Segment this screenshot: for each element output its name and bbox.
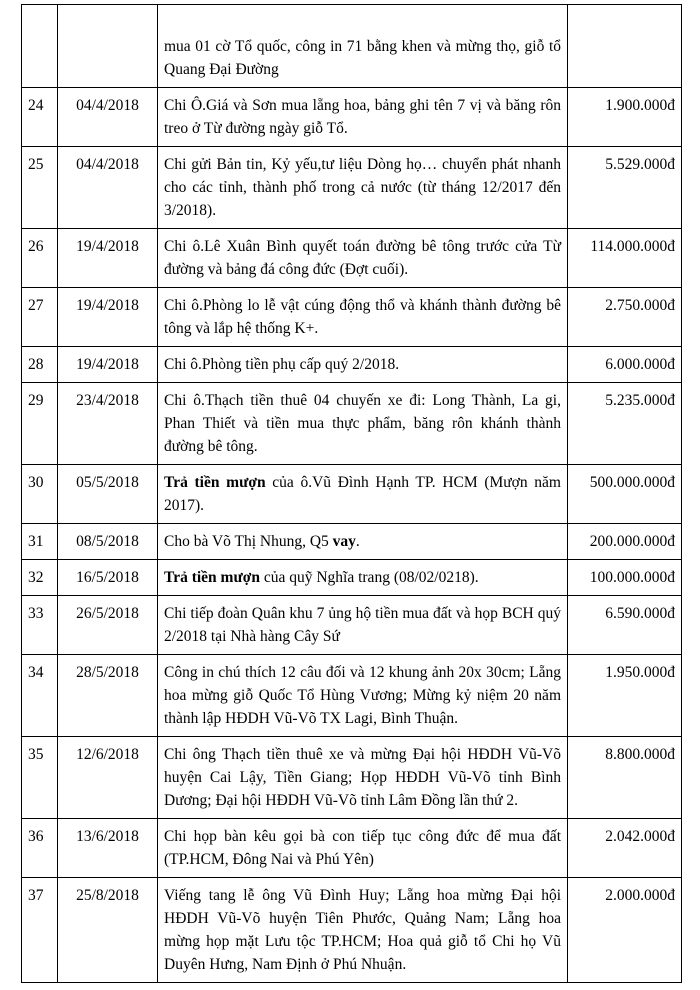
row-number: 29 bbox=[22, 383, 58, 465]
row-description bbox=[158, 288, 568, 347]
row-amount: 200.000.000đ bbox=[568, 524, 682, 560]
expense-table-body bbox=[22, 5, 682, 983]
row-number: 32 bbox=[22, 560, 58, 596]
description-text: Chi ô.Thạch tiền thuê 04 chuyến xe đi: Long Thành, La gi, Phan Thiết và tiền mua thực phẩm, băng rôn khánh thành đường bê tông. bbox=[164, 392, 561, 455]
description-text: Viếng tang lễ ông Vũ Đình Huy; Lẵng hoa mừng Đại hội HĐDH Vũ-Võ huyện Tiên Phước, Quảng Nam; Lẵng hoa mừng họp mặt Lưu tộc TP.HCM; Hoa quả giỗ tổ Chi họ Vũ Duyên Hưng, Nam Định ở Phú Nhuận. bbox=[164, 887, 561, 973]
row-number: 26 bbox=[22, 229, 58, 288]
row-number: 28 bbox=[22, 347, 58, 383]
description-text: Chi Ô.Giá và Sơn mua lẵng hoa, bảng ghi tên 7 vị và băng rôn treo ở Từ đường ngày giỗ Tổ. bbox=[164, 97, 561, 137]
description-text: mua 01 cờ Tổ quốc, công in 71 bằng khen và mừng thọ, giỗ tổ Quang Đại Đường bbox=[164, 38, 561, 78]
description-text: Chi gửi Bản tin, Kỷ yếu,tư liệu Dòng họ… chuyển phát nhanh cho các tỉnh, thành phố trong cả nước (từ tháng 12/2017 đến 3/2018). bbox=[164, 156, 561, 219]
row-number: 27 bbox=[22, 288, 58, 347]
row-amount: 2.750.000đ bbox=[568, 288, 682, 347]
table-row bbox=[22, 737, 682, 819]
row-number: 30 bbox=[22, 465, 58, 524]
description-text: Chi họp bàn kêu gọi bà con tiếp tục công đức để mua đất (TP.HCM, Đông Nai và Phú Yên) bbox=[164, 828, 561, 868]
table-row bbox=[22, 560, 682, 596]
row-description bbox=[158, 819, 568, 878]
table-row bbox=[22, 5, 682, 88]
row-date: 19/4/2018 bbox=[58, 288, 158, 347]
table-row bbox=[22, 655, 682, 737]
row-number: 34 bbox=[22, 655, 58, 737]
row-amount: 5.235.000đ bbox=[568, 383, 682, 465]
row-date: 19/4/2018 bbox=[58, 229, 158, 288]
row-date: 08/5/2018 bbox=[58, 524, 158, 560]
row-date: 26/5/2018 bbox=[58, 596, 158, 655]
table-row bbox=[22, 878, 682, 983]
row-description bbox=[158, 229, 568, 288]
description-text: Chi ô.Phòng lo lễ vật cúng động thổ và khánh thành đường bê tông và lắp hệ thống K+. bbox=[164, 297, 561, 337]
row-amount: 500.000.000đ bbox=[568, 465, 682, 524]
row-number: 35 bbox=[22, 737, 58, 819]
description-text: . bbox=[355, 533, 360, 550]
description-emphasis: Trả tiền mượn bbox=[164, 474, 266, 491]
row-description bbox=[158, 5, 568, 88]
row-description bbox=[158, 347, 568, 383]
table-row bbox=[22, 465, 682, 524]
row-description bbox=[158, 383, 568, 465]
description-text: Chi ông Thạch tiền thuê xe và mừng Đại hội HĐDH Vũ-Võ huyện Cai Lậy, Tiền Giang; Họp HĐDH Vũ-Võ tỉnh Bình Dương; Đại hội HĐDH Vũ-Võ tỉnh Lâm Đồng lần thứ 2. bbox=[164, 746, 561, 809]
row-date: 25/8/2018 bbox=[58, 878, 158, 983]
row-amount: 1.950.000đ bbox=[568, 655, 682, 737]
row-amount: 1.900.000đ bbox=[568, 88, 682, 147]
row-amount: 6.000.000đ bbox=[568, 347, 682, 383]
row-date: 23/4/2018 bbox=[58, 383, 158, 465]
row-description bbox=[158, 596, 568, 655]
description-text: Chi tiếp đoàn Quân khu 7 ủng hộ tiền mua đất và họp BCH quý 2/2018 tại Nhà hàng Cây Sứ bbox=[164, 605, 561, 645]
row-number: 24 bbox=[22, 88, 58, 147]
row-date: 04/4/2018 bbox=[58, 88, 158, 147]
row-number: 31 bbox=[22, 524, 58, 560]
row-date: 05/5/2018 bbox=[58, 465, 158, 524]
row-amount: 114.000.000đ bbox=[568, 229, 682, 288]
row-date: 16/5/2018 bbox=[58, 560, 158, 596]
row-description bbox=[158, 465, 568, 524]
row-date: 19/4/2018 bbox=[58, 347, 158, 383]
row-date: 28/5/2018 bbox=[58, 655, 158, 737]
row-amount: 8.800.000đ bbox=[568, 737, 682, 819]
description-text: của quỹ Nghĩa trang (08/02/0218). bbox=[259, 569, 479, 586]
row-amount: 2.042.000đ bbox=[568, 819, 682, 878]
row-amount: 100.000.000đ bbox=[568, 560, 682, 596]
row-description bbox=[158, 524, 568, 560]
row-description bbox=[158, 88, 568, 147]
row-number: 37 bbox=[22, 878, 58, 983]
table-row bbox=[22, 288, 682, 347]
description-emphasis: vay bbox=[332, 533, 356, 550]
table-row bbox=[22, 524, 682, 560]
description-text: của ô.Vũ Đình Hạnh TP. HCM (Mượn năm 2017). bbox=[164, 474, 561, 514]
row-number: 36 bbox=[22, 819, 58, 878]
description-text: Cho bà Võ Thị Nhung, Q5 bbox=[164, 533, 333, 550]
table-row bbox=[22, 347, 682, 383]
row-date: 13/6/2018 bbox=[58, 819, 158, 878]
description-text: Chi ô.Lê Xuân Bình quyết toán đường bê tông trước cửa Từ đường và bảng đá công đức (Đợt cuối). bbox=[164, 238, 561, 278]
table-row bbox=[22, 147, 682, 229]
row-description bbox=[158, 655, 568, 737]
row-amount: 2.000.000đ bbox=[568, 878, 682, 983]
table-row bbox=[22, 819, 682, 878]
row-number: 33 bbox=[22, 596, 58, 655]
row-number: 25 bbox=[22, 147, 58, 229]
row-description bbox=[158, 737, 568, 819]
description-emphasis: Trả tiền mượn bbox=[164, 569, 260, 586]
row-description bbox=[158, 560, 568, 596]
row-amount bbox=[568, 5, 682, 88]
row-date: 12/6/2018 bbox=[58, 737, 158, 819]
row-description bbox=[158, 147, 568, 229]
description-text: Chi ô.Phòng tiền phụ cấp quý 2/2018. bbox=[164, 356, 400, 373]
table-row bbox=[22, 88, 682, 147]
table-row bbox=[22, 383, 682, 465]
description-text: Công in chú thích 12 câu đối và 12 khung ảnh 20x 30cm; Lẵng hoa mừng giỗ Quốc Tổ Hùng Vương; Mừng kỷ niệm 20 năm thành lập HĐDH Vũ-Võ TX Lagi, Bình Thuận. bbox=[164, 664, 561, 727]
row-date bbox=[58, 5, 158, 88]
table-row bbox=[22, 229, 682, 288]
table-row bbox=[22, 596, 682, 655]
row-description bbox=[158, 878, 568, 983]
expense-table bbox=[21, 4, 682, 983]
row-amount: 5.529.000đ bbox=[568, 147, 682, 229]
row-date: 04/4/2018 bbox=[58, 147, 158, 229]
row-number bbox=[22, 5, 58, 88]
row-amount: 6.590.000đ bbox=[568, 596, 682, 655]
